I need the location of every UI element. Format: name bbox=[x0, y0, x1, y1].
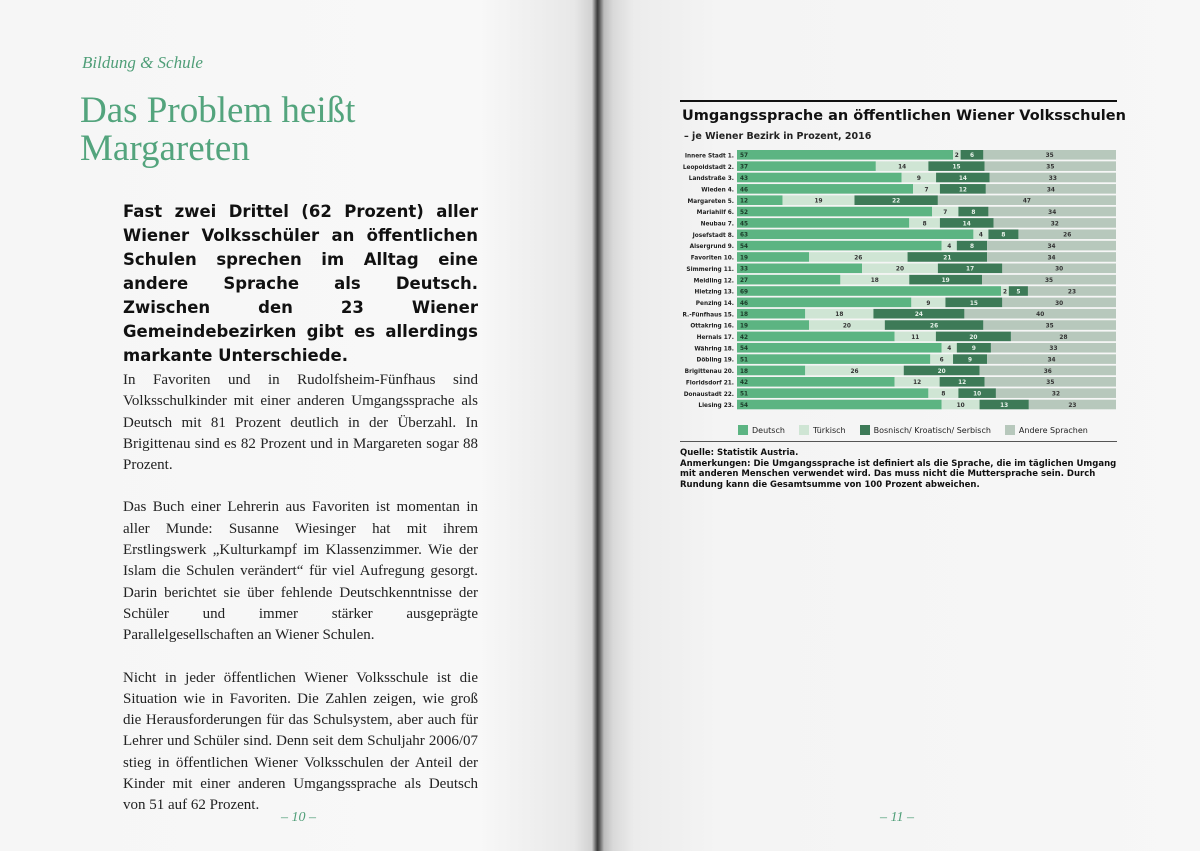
bar-deutsch bbox=[737, 264, 862, 274]
legend-label: Bosnisch/ Kroatisch/ Serbisch bbox=[873, 425, 991, 435]
data-label: 8 bbox=[1001, 232, 1006, 239]
data-label: 42 bbox=[740, 334, 749, 341]
data-label: 4 bbox=[947, 346, 952, 353]
legend-swatch bbox=[799, 425, 809, 435]
legend-swatch bbox=[860, 425, 870, 435]
bar-deutsch bbox=[737, 207, 932, 217]
data-label: 51 bbox=[740, 391, 749, 398]
data-label: 42 bbox=[740, 380, 749, 387]
data-label: 9 bbox=[968, 357, 973, 364]
data-label: 12 bbox=[740, 198, 749, 205]
data-label: 35 bbox=[1044, 278, 1054, 285]
data-label: 40 bbox=[1036, 312, 1045, 319]
data-label: 9 bbox=[926, 300, 931, 307]
data-label: 69 bbox=[740, 289, 749, 296]
chart-bottom-rule bbox=[680, 441, 1117, 442]
data-label: 10 bbox=[956, 402, 965, 409]
category-label: Döbling 19. bbox=[696, 357, 734, 364]
page-number-left: – 10 – bbox=[281, 810, 316, 825]
data-label: 33 bbox=[1048, 175, 1057, 182]
category-label: Meidling 12. bbox=[693, 278, 734, 285]
data-label: 32 bbox=[1050, 221, 1059, 228]
data-label: 23 bbox=[1067, 289, 1077, 296]
data-label: 9 bbox=[916, 175, 921, 182]
data-label: 35 bbox=[1045, 153, 1054, 160]
legend-label: Deutsch bbox=[752, 425, 785, 435]
data-label: 32 bbox=[1051, 391, 1060, 398]
data-label: 24 bbox=[914, 312, 923, 319]
data-label: 2 bbox=[1002, 289, 1008, 296]
stacked-bar-chart bbox=[660, 145, 1120, 420]
legend-item-andere bbox=[1005, 425, 1088, 435]
category-label: Hietzing 13. bbox=[694, 289, 734, 296]
data-label: 54 bbox=[740, 402, 749, 409]
data-label: 7 bbox=[924, 187, 929, 194]
data-label: 8 bbox=[922, 221, 927, 228]
bar-deutsch bbox=[737, 286, 1001, 296]
book-spine bbox=[592, 0, 604, 851]
data-label: 14 bbox=[958, 175, 967, 182]
data-label: 47 bbox=[1022, 198, 1031, 205]
data-label: 51 bbox=[740, 357, 749, 364]
data-label: 18 bbox=[740, 368, 749, 375]
page-title: Das Problem heißt Margareten bbox=[80, 90, 356, 169]
bar-deutsch bbox=[737, 229, 973, 239]
category-label: Penzing 14. bbox=[695, 300, 734, 307]
data-label: 14 bbox=[898, 164, 907, 171]
data-label: 22 bbox=[892, 198, 901, 205]
chart-title: Umgangssprache an öffentlichen Wiener Volksschulen bbox=[682, 108, 1126, 124]
data-label: 17 bbox=[966, 266, 975, 273]
data-label: 26 bbox=[854, 255, 863, 262]
bar-deutsch bbox=[737, 150, 953, 160]
data-label: 63 bbox=[740, 232, 749, 239]
data-label: 12 bbox=[913, 380, 922, 387]
body-text bbox=[123, 370, 478, 838]
data-label: 35 bbox=[1046, 380, 1055, 387]
data-label: 8 bbox=[941, 391, 946, 398]
legend-item-bosnisch bbox=[860, 425, 991, 435]
lead-paragraph: Fast zwei Drittel (62 Prozent) aller Wiener Volksschüler an öffentlichen Schulen sprechen im Alltag eine andere Sprache als Deutsch. Zwischen den 23 Wiener Gemeindebezirken gibt es allerdings markante Unterschiede. bbox=[123, 202, 478, 365]
data-label: 20 bbox=[842, 323, 851, 330]
category-label: Leopoldstadt 2. bbox=[682, 164, 734, 171]
body-paragraph: In Favoriten und in Rudolfsheim-Fünfhaus sind Volksschulkinder mit einer anderen Umgangssprache als Deutsch mit 81 Prozent deutlich in der Überzahl. In Brigittenau sind es 82 Prozent und in Margareten sogar 88 Prozent. bbox=[123, 372, 478, 474]
section-kicker: Bildung & Schule bbox=[82, 53, 203, 72]
category-label: Landstraße 3. bbox=[688, 176, 734, 183]
data-label: 18 bbox=[870, 278, 879, 285]
data-label: 12 bbox=[958, 187, 967, 194]
data-label: 8 bbox=[971, 209, 976, 216]
bar-deutsch bbox=[737, 173, 902, 183]
data-label: 6 bbox=[969, 153, 975, 160]
category-label: Brigittenau 20. bbox=[684, 369, 734, 376]
data-label: 45 bbox=[740, 221, 749, 228]
data-label: 34 bbox=[1047, 255, 1056, 262]
bar-deutsch bbox=[737, 343, 942, 353]
notes-line: Anmerkungen: Die Umgangssprache ist definiert als die Sprache, die im täglichen Umgang mit anderen Menschen verwendet wird. Das muss nicht die Muttersprache sein. Durch Rundung kann die Gesamtsumme von 100 Prozent abweichen. bbox=[680, 458, 1117, 490]
data-label: 19 bbox=[740, 255, 749, 262]
legend-label: Türkisch bbox=[812, 425, 846, 435]
data-label: 35 bbox=[1045, 323, 1054, 330]
data-label: 15 bbox=[952, 164, 961, 171]
bar-deutsch bbox=[737, 241, 942, 251]
category-label: Favoriten 10. bbox=[690, 255, 734, 262]
data-label: 4 bbox=[978, 232, 983, 239]
data-label: 18 bbox=[740, 312, 749, 319]
data-label: 14 bbox=[962, 221, 971, 228]
data-label: 35 bbox=[1046, 164, 1055, 171]
data-label: 46 bbox=[740, 187, 749, 194]
category-label: Simmering 11. bbox=[686, 266, 734, 273]
data-label: 7 bbox=[943, 209, 948, 216]
chart-subtitle: – je Wiener Bezirk in Prozent, 2016 bbox=[684, 131, 872, 142]
data-label: 46 bbox=[740, 300, 749, 307]
data-label: 9 bbox=[971, 346, 976, 353]
chart-source bbox=[680, 448, 1120, 490]
data-label: 18 bbox=[835, 312, 844, 319]
data-label: 5 bbox=[1016, 289, 1021, 296]
chart-top-rule bbox=[680, 100, 1117, 102]
data-label: 20 bbox=[969, 334, 978, 341]
data-label: 12 bbox=[958, 380, 967, 387]
data-label: 30 bbox=[1055, 300, 1064, 307]
legend-swatch bbox=[1005, 425, 1015, 435]
data-label: 6 bbox=[939, 357, 944, 364]
data-label: 10 bbox=[973, 391, 982, 398]
category-label: Innere Stadt 1. bbox=[684, 153, 734, 160]
data-label: 15 bbox=[969, 300, 978, 307]
data-label: 26 bbox=[930, 323, 939, 330]
category-label: Wieden 4. bbox=[701, 187, 734, 194]
data-label: 23 bbox=[1068, 402, 1077, 409]
page-number-right: – 11 – bbox=[880, 810, 914, 825]
data-label: 37 bbox=[740, 164, 749, 171]
data-label: 26 bbox=[1063, 232, 1072, 239]
body-paragraph: Nicht in jeder öffentlichen Wiener Volksschule ist die Situation wie in Favoriten. Die Zahlen zeigen, wie groß die Herausforderungen für das Schulsystem, aber auch für Lehrer und Schüler sind. Denn seit dem Schuljahr 2006/07 stieg in öffentlichen Wiener Volksschulen der Anteil der Kinder mit einer anderen Umgangssprache als Deutsch von 51 auf 62 Prozent. bbox=[123, 669, 478, 814]
data-label: 19 bbox=[814, 198, 823, 205]
data-label: 34 bbox=[1047, 357, 1056, 364]
legend-label: Andere Sprachen bbox=[1018, 425, 1088, 435]
bar-deutsch bbox=[737, 161, 876, 171]
data-label: 36 bbox=[1043, 368, 1052, 375]
bar-deutsch bbox=[737, 354, 930, 364]
data-label: 34 bbox=[1047, 244, 1056, 250]
data-label: 11 bbox=[911, 334, 920, 341]
bar-deutsch bbox=[737, 332, 895, 342]
left-page bbox=[0, 0, 598, 851]
data-label: 21 bbox=[943, 255, 952, 262]
chart-legend bbox=[738, 425, 1088, 435]
data-label: 20 bbox=[937, 368, 946, 375]
category-label: Margareten 5. bbox=[687, 198, 734, 205]
bar-deutsch bbox=[737, 184, 913, 194]
category-label: R.-Fünfhaus 15. bbox=[682, 312, 734, 319]
category-label: Mariahilf 6. bbox=[696, 210, 734, 217]
bar-deutsch bbox=[737, 388, 928, 398]
data-label: 43 bbox=[740, 175, 749, 182]
data-label: 34 bbox=[1048, 209, 1057, 216]
category-label: Neubau 7. bbox=[700, 221, 734, 228]
category-label: Josefstadt 8. bbox=[692, 232, 734, 239]
bar-deutsch bbox=[737, 400, 942, 410]
data-label: 4 bbox=[947, 244, 952, 250]
legend-item-deutsch bbox=[738, 425, 785, 435]
data-label: 19 bbox=[740, 323, 749, 330]
category-label: Floridsdorf 21. bbox=[685, 380, 734, 387]
category-label: Ottakring 16. bbox=[690, 323, 734, 330]
data-label: 54 bbox=[740, 244, 749, 250]
bar-deutsch bbox=[737, 275, 840, 285]
body-paragraph: Das Buch einer Lehrerin aus Favoriten ist momentan in aller Munde: Susanne Wiesinger hat mit ihrem Erstlingswerk „Kulturkampf im Klassenzimmer. Wie der Islam die Schulen verändert“ für viel Aufregung gesorgt. Darin berichtet sie über fehlende Deutschkenntnisse der Schüler und immer stärker ausgeprägte Parallelgesellschaften an Wiener Schulen. bbox=[123, 499, 478, 644]
category-label: Alsergrund 9. bbox=[689, 244, 734, 251]
data-label: 54 bbox=[740, 346, 749, 353]
data-label: 33 bbox=[740, 266, 749, 273]
data-label: 33 bbox=[1049, 346, 1058, 353]
category-label: Donaustadt 22. bbox=[683, 391, 734, 398]
data-label: 52 bbox=[740, 209, 749, 216]
data-label: 8 bbox=[969, 244, 975, 250]
data-label: 34 bbox=[1046, 187, 1055, 194]
data-label: 57 bbox=[740, 153, 749, 160]
data-label: 19 bbox=[941, 278, 950, 285]
data-label: 30 bbox=[1055, 266, 1064, 273]
data-label: 28 bbox=[1059, 334, 1068, 341]
category-label: Liesing 23. bbox=[698, 403, 734, 410]
data-label: 20 bbox=[895, 266, 905, 273]
category-label: Hernals 17. bbox=[696, 335, 734, 341]
legend-item-tuerkisch bbox=[799, 425, 846, 435]
bar-deutsch bbox=[737, 218, 909, 228]
data-label: 27 bbox=[740, 278, 749, 285]
source-line: Quelle: Statistik Austria. bbox=[680, 448, 799, 458]
data-label: 26 bbox=[850, 368, 859, 375]
data-label: 13 bbox=[1000, 402, 1009, 409]
data-label: 2 bbox=[954, 153, 959, 160]
bar-deutsch bbox=[737, 298, 911, 308]
category-label: Währing 18. bbox=[694, 346, 734, 353]
bar-deutsch bbox=[737, 377, 895, 387]
legend-swatch bbox=[738, 425, 748, 435]
